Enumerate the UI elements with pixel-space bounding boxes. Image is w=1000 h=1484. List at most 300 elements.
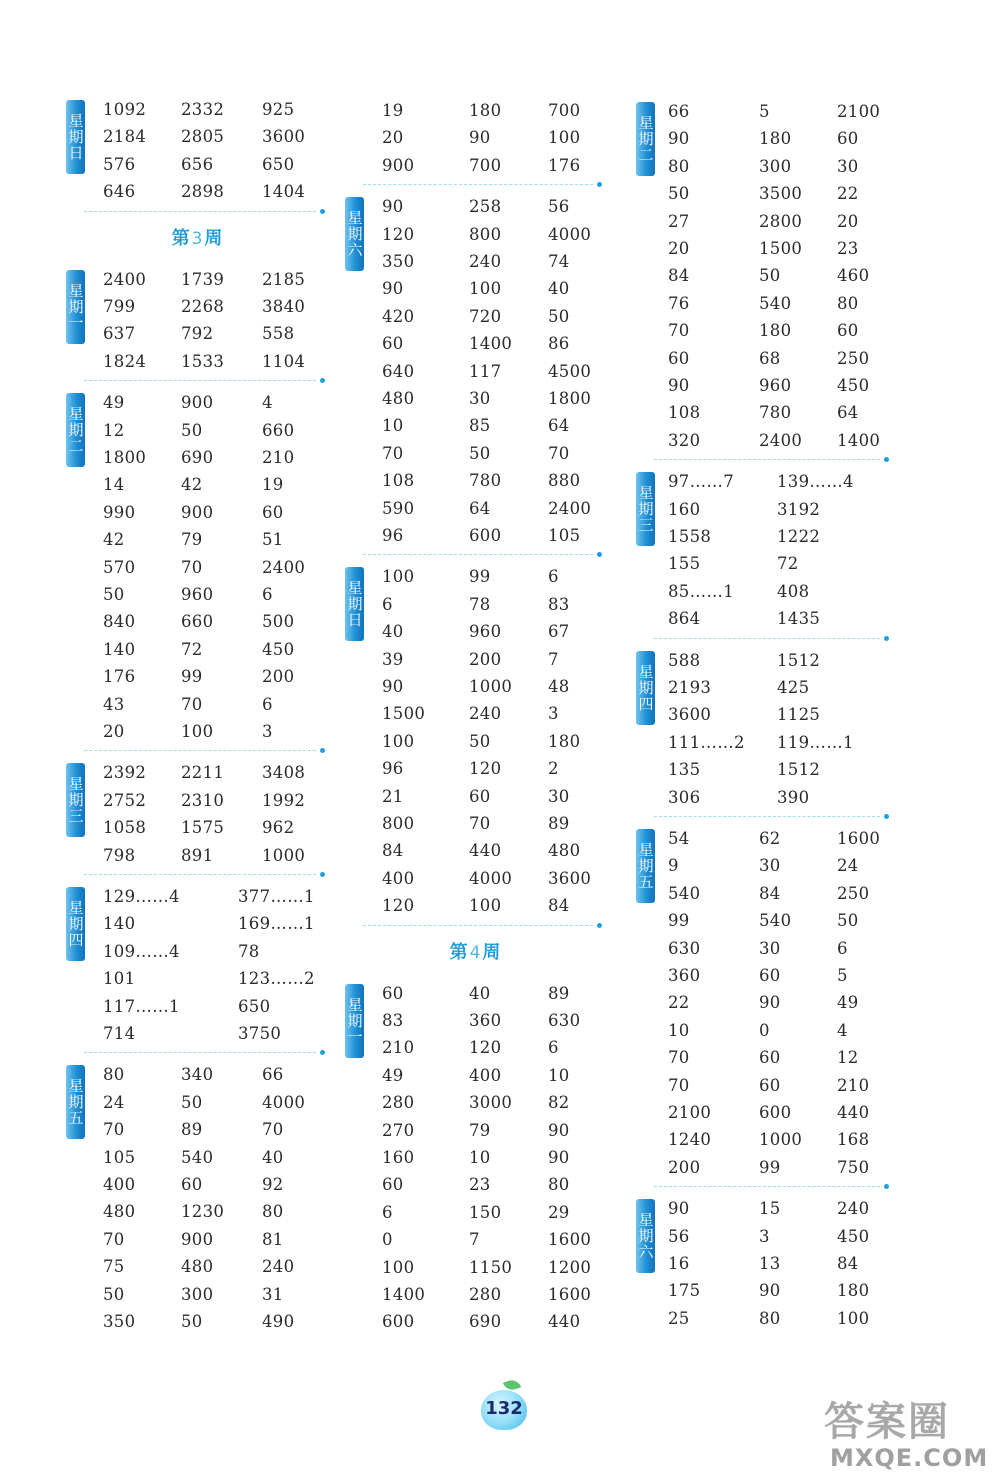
answer-row (636, 578, 892, 605)
day-tab: 星期三 (66, 763, 85, 837)
answer-row (66, 581, 328, 608)
answer-value: 96 (382, 525, 404, 545)
answer-row (636, 468, 892, 495)
answer-value: 240 (837, 1199, 870, 1219)
answer-value: 39 (382, 649, 404, 669)
answer-value: 350 (103, 1311, 136, 1331)
divider-dot (884, 1184, 889, 1189)
answer-value: 175 (668, 1281, 701, 1301)
answer-value: 1222 (777, 526, 821, 546)
week-heading (66, 224, 328, 254)
answer-value: 64 (548, 416, 570, 436)
answer-value: 50 (181, 1311, 203, 1331)
answer-value: 160 (382, 1147, 415, 1167)
divider-dot (320, 748, 325, 753)
week-prefix: 第 (171, 227, 190, 249)
answer-value: 3 (548, 704, 559, 724)
answer-value: 1092 (103, 100, 147, 119)
week-number: 4 (469, 942, 481, 963)
answer-value: 20 (837, 211, 859, 231)
answer-value: 9 (668, 856, 679, 876)
answer-row (66, 1061, 328, 1088)
answer-row (636, 262, 892, 289)
answer-row (345, 1199, 605, 1226)
answer-value: 89 (181, 1120, 203, 1140)
answer-value: 19 (382, 101, 404, 120)
answer-value: 83 (382, 1010, 404, 1030)
answer-row (66, 1020, 328, 1047)
answer-row (636, 1099, 892, 1126)
answer-row (345, 97, 605, 124)
answer-row (345, 865, 605, 892)
answer-value: 40 (548, 279, 570, 299)
answer-value: 54 (668, 829, 690, 848)
answer-value: 10 (382, 416, 404, 436)
page-number-badge (478, 1380, 530, 1432)
answer-value: 576 (103, 154, 136, 174)
day-tab: 星期六 (636, 1199, 655, 1273)
answer-value: 180 (759, 129, 792, 149)
answer-value: 85……1 (668, 581, 734, 601)
answer-value: 900 (181, 393, 214, 413)
answer-value: 450 (262, 639, 295, 659)
answer-value: 300 (181, 1284, 214, 1304)
answer-row (636, 290, 892, 317)
answer-value: 600 (759, 1103, 792, 1122)
answer-row (66, 1308, 328, 1335)
answer-value: 3 (262, 721, 273, 741)
divider-dot (320, 1050, 325, 1055)
answer-value: 900 (382, 155, 415, 175)
answer-row (66, 96, 328, 123)
answer-value: 70 (181, 694, 203, 714)
answer-value: 83 (548, 594, 570, 614)
answer-value: 2185 (262, 269, 306, 289)
answer-value: 990 (103, 502, 136, 522)
answer-row (66, 178, 328, 205)
answer-row (66, 1171, 328, 1198)
answer-value: 90 (548, 1120, 570, 1140)
answer-value: 3000 (469, 1093, 513, 1113)
answer-value: 377……1 (238, 887, 315, 906)
answer-value: 1058 (103, 818, 147, 838)
answer-row (636, 962, 892, 989)
day-section (636, 468, 892, 632)
divider-dot (320, 209, 325, 214)
answer-value: 1600 (548, 1284, 592, 1304)
answer-value: 300 (759, 156, 792, 176)
answer-value: 460 (837, 266, 870, 286)
answer-value: 123……2 (238, 969, 315, 989)
answer-row (66, 444, 328, 471)
answer-value: 79 (469, 1120, 491, 1140)
day-section (636, 1195, 892, 1332)
answer-row (636, 235, 892, 262)
answer-value: 105 (103, 1147, 136, 1167)
answer-row (66, 691, 328, 718)
answer-value: 6 (548, 1038, 559, 1058)
answer-value: 29 (548, 1202, 570, 1222)
day-tab: 星期一 (66, 270, 85, 344)
dashed-divider (84, 211, 316, 212)
answer-value: 19 (262, 475, 284, 495)
dashed-divider (654, 1186, 880, 1187)
answer-row (66, 417, 328, 444)
answer-value: 880 (548, 471, 581, 491)
answer-row (66, 1144, 328, 1171)
answer-value: 2400 (548, 498, 592, 518)
answer-row (345, 700, 605, 727)
day-section (345, 97, 605, 179)
answer-row (636, 1126, 892, 1153)
answer-value: 105 (548, 525, 581, 545)
answer-value: 240 (469, 251, 502, 271)
day-tab: 星期四 (66, 887, 85, 961)
answer-value: 1000 (759, 1130, 803, 1150)
answer-value: 6 (382, 1202, 393, 1222)
answer-value: 50 (548, 306, 570, 326)
answer-row (636, 372, 892, 399)
answer-row (345, 522, 605, 549)
answer-value: 49 (103, 393, 125, 413)
answer-row (345, 275, 605, 302)
answer-value: 1435 (777, 609, 821, 629)
answer-value: 700 (469, 155, 502, 175)
answer-value: 101 (103, 969, 136, 989)
answer-value: 56 (668, 1226, 690, 1246)
answer-value: 64 (837, 403, 859, 423)
answer-value: 925 (262, 100, 295, 119)
answer-row (636, 1250, 892, 1277)
answer-value: 800 (469, 224, 502, 244)
answer-value: 48 (548, 676, 570, 696)
answer-row (66, 842, 328, 869)
answer-row (345, 892, 605, 919)
answer-value: 70 (548, 443, 570, 463)
answer-row (636, 399, 892, 426)
answer-value: 117……1 (103, 996, 180, 1016)
answer-row (345, 755, 605, 782)
answer-row (636, 153, 892, 180)
answer-row (636, 523, 892, 550)
answer-value: 120 (469, 1038, 502, 1058)
answer-value: 120 (382, 896, 415, 916)
divider-dot (320, 378, 325, 383)
answer-value: 150 (469, 1202, 502, 1222)
answer-value: 99 (469, 567, 491, 587)
answer-value: 169……1 (238, 914, 315, 934)
answer-value: 3600 (668, 705, 712, 725)
divider-dot (320, 872, 325, 877)
answer-value: 390 (777, 787, 810, 807)
answer-value: 2100 (837, 102, 881, 121)
answer-value: 27 (668, 211, 690, 231)
answer-row (636, 1044, 892, 1071)
answer-value: 6 (262, 694, 273, 714)
answer-value: 100 (548, 128, 581, 148)
answer-value: 700 (548, 101, 581, 120)
answer-value: 81 (262, 1229, 284, 1249)
answer-value: 111……2 (668, 732, 745, 752)
answer-value: 3 (759, 1226, 770, 1246)
answer-row (66, 608, 328, 635)
answer-value: 258 (469, 197, 502, 217)
answer-value: 2805 (181, 127, 225, 147)
answer-value: 50 (837, 911, 859, 931)
answer-row (345, 1281, 605, 1308)
answer-row (636, 852, 892, 879)
answer-value: 80 (548, 1175, 570, 1195)
answer-value: 360 (668, 966, 701, 985)
answer-value: 60 (759, 1075, 781, 1095)
answer-value: 240 (469, 704, 502, 724)
answer-value: 84 (548, 896, 570, 916)
answer-value: 320 (668, 430, 701, 450)
answer-value: 240 (262, 1257, 295, 1277)
answer-value: 3408 (262, 763, 306, 783)
answer-value: 50 (103, 584, 125, 604)
answer-value: 1533 (181, 351, 225, 371)
answer-row (636, 1017, 892, 1044)
answer-row (345, 385, 605, 412)
answer-value: 210 (382, 1038, 415, 1058)
answer-value: 180 (469, 101, 502, 120)
answer-row (66, 636, 328, 663)
answer-value: 1400 (382, 1284, 426, 1304)
answer-value: 20 (103, 721, 125, 741)
divider-dot (884, 636, 889, 641)
divider-dot (597, 552, 602, 557)
answer-row (345, 440, 605, 467)
answer-value: 340 (181, 1065, 214, 1085)
answer-row (66, 1116, 328, 1143)
answer-row (345, 980, 605, 1007)
answer-value: 70 (103, 1229, 125, 1249)
answer-row (345, 495, 605, 522)
answer-value: 480 (548, 841, 581, 861)
answer-value: 176 (548, 155, 581, 175)
answer-row (636, 1195, 892, 1222)
answer-value: 60 (837, 321, 859, 341)
answer-value: 960 (469, 622, 502, 642)
answer-value: 108 (382, 471, 415, 491)
answer-value: 56 (548, 197, 570, 217)
answer-row (345, 837, 605, 864)
answer-value: 420 (382, 306, 415, 326)
answer-value: 66 (668, 102, 690, 121)
answer-value: 20 (668, 239, 690, 258)
answer-value: 1739 (181, 269, 225, 289)
answer-value: 89 (548, 983, 570, 1003)
answer-value: 40 (382, 622, 404, 642)
dashed-divider (84, 380, 316, 381)
answer-value: 4 (262, 393, 273, 413)
answer-value: 70 (668, 1075, 690, 1095)
answer-value: 50 (469, 443, 491, 463)
answer-value: 70 (262, 1120, 284, 1140)
week-suffix: 周 (482, 941, 501, 963)
answer-value: 72 (181, 639, 203, 659)
day-tab: 星期四 (636, 651, 655, 725)
dashed-divider (363, 925, 593, 926)
answer-row (345, 1254, 605, 1281)
answer-row (636, 756, 892, 783)
answer-value: 210 (837, 1075, 870, 1095)
answer-row (636, 674, 892, 701)
answer-value: 119……1 (777, 732, 854, 752)
answer-value: 84 (668, 266, 690, 286)
week-suffix: 周 (204, 227, 223, 249)
answer-row (636, 784, 892, 811)
answer-row (345, 1226, 605, 1253)
answer-value: 962 (262, 818, 295, 838)
answer-row (345, 1171, 605, 1198)
answer-value: 1150 (469, 1257, 513, 1277)
answer-value: 120 (469, 759, 502, 779)
answer-value: 72 (777, 554, 799, 574)
answer-value: 20 (382, 128, 404, 148)
answer-value: 82 (548, 1093, 570, 1113)
answer-value: 280 (469, 1284, 502, 1304)
answer-value: 250 (837, 883, 870, 903)
answer-value: 75 (103, 1257, 125, 1277)
answer-value: 2193 (668, 677, 712, 697)
answer-value: 637 (103, 324, 136, 344)
answer-value: 2100 (668, 1103, 712, 1122)
answer-value: 140 (103, 914, 136, 934)
answer-value: 100 (382, 731, 415, 751)
answer-value: 4000 (469, 868, 513, 888)
answer-row (66, 526, 328, 553)
answer-value: 720 (469, 306, 502, 326)
answer-value: 80 (262, 1202, 284, 1222)
answer-value: 2400 (103, 269, 147, 289)
answer-value: 70 (382, 443, 404, 463)
answer-value: 1558 (668, 526, 712, 546)
answer-value: 650 (262, 154, 295, 174)
answer-value: 1125 (777, 705, 821, 725)
answer-row (66, 938, 328, 965)
answer-value: 14 (103, 475, 125, 495)
answer-value: 440 (469, 841, 502, 861)
answer-value: 135 (668, 760, 701, 780)
answer-value: 117 (469, 361, 502, 381)
answer-value: 160 (668, 499, 701, 519)
answer-value: 23 (837, 239, 859, 258)
day-section (66, 389, 328, 745)
answer-row (345, 1117, 605, 1144)
answer-value: 2400 (759, 430, 803, 450)
answer-row (66, 1253, 328, 1280)
answer-value: 690 (181, 447, 214, 467)
answer-row (345, 1062, 605, 1089)
dashed-divider (654, 638, 880, 639)
answer-value: 90 (382, 197, 404, 217)
week-number: 3 (191, 228, 203, 249)
answer-value: 92 (262, 1174, 284, 1194)
answer-value: 84 (837, 1253, 859, 1273)
answer-value: 891 (181, 845, 214, 865)
answer-value: 440 (548, 1312, 581, 1332)
answer-value: 180 (837, 1281, 870, 1301)
answer-value: 60 (262, 502, 284, 522)
answer-value: 200 (469, 649, 502, 669)
answer-row (636, 1277, 892, 1304)
answer-row (345, 124, 605, 151)
answer-row (345, 152, 605, 179)
answer-value: 30 (759, 856, 781, 876)
day-tab: 星期五 (66, 1065, 85, 1139)
answer-row (66, 499, 328, 526)
answer-value: 100 (469, 896, 502, 916)
answer-value: 200 (668, 1157, 701, 1177)
answer-value: 480 (103, 1202, 136, 1222)
answer-value: 798 (103, 845, 136, 865)
answer-row (345, 358, 605, 385)
answer-value: 90 (759, 1281, 781, 1301)
dashed-divider (363, 184, 593, 185)
answer-value: 67 (548, 622, 570, 642)
answer-row (345, 728, 605, 755)
answer-value: 1404 (262, 182, 306, 202)
day-section (636, 825, 892, 1181)
answer-row (345, 412, 605, 439)
answer-value: 1800 (548, 388, 592, 408)
answer-row (66, 151, 328, 178)
answer-row (345, 1007, 605, 1034)
answer-value: 7 (548, 649, 559, 669)
answer-value: 590 (382, 498, 415, 518)
day-section (345, 193, 605, 549)
answer-value: 1240 (668, 1130, 712, 1150)
answer-value: 780 (759, 403, 792, 423)
answer-value: 2392 (103, 763, 147, 783)
answer-value: 30 (759, 938, 781, 958)
answer-value: 640 (382, 361, 415, 381)
answer-row (636, 935, 892, 962)
answer-value: 250 (837, 348, 870, 368)
answer-value: 100 (837, 1308, 870, 1328)
answer-value: 66 (262, 1065, 284, 1085)
answer-row (345, 248, 605, 275)
answer-value: 440 (837, 1103, 870, 1122)
answer-value: 12 (837, 1048, 859, 1068)
answer-row (636, 317, 892, 344)
answer-value: 30 (548, 786, 570, 806)
answer-value: 22 (668, 993, 690, 1013)
answer-value: 100 (382, 567, 415, 587)
answer-value: 180 (759, 321, 792, 341)
answer-row (66, 1089, 328, 1116)
day-tab: 星期六 (345, 197, 364, 271)
answer-value: 1500 (382, 704, 426, 724)
dashed-divider (84, 1052, 316, 1053)
answer-value: 408 (777, 581, 810, 601)
answer-value: 109……4 (103, 941, 180, 961)
answer-value: 139……4 (777, 472, 854, 492)
answer-value: 1512 (777, 760, 821, 780)
answer-value: 660 (262, 420, 295, 440)
answer-value: 84 (759, 883, 781, 903)
answer-value: 1000 (469, 676, 513, 696)
answer-row (636, 647, 892, 674)
answer-value: 30 (837, 156, 859, 176)
answer-row (345, 618, 605, 645)
answer-value: 90 (548, 1147, 570, 1167)
answer-value: 1600 (548, 1230, 592, 1250)
week-prefix: 第 (449, 941, 468, 963)
answer-row (345, 330, 605, 357)
